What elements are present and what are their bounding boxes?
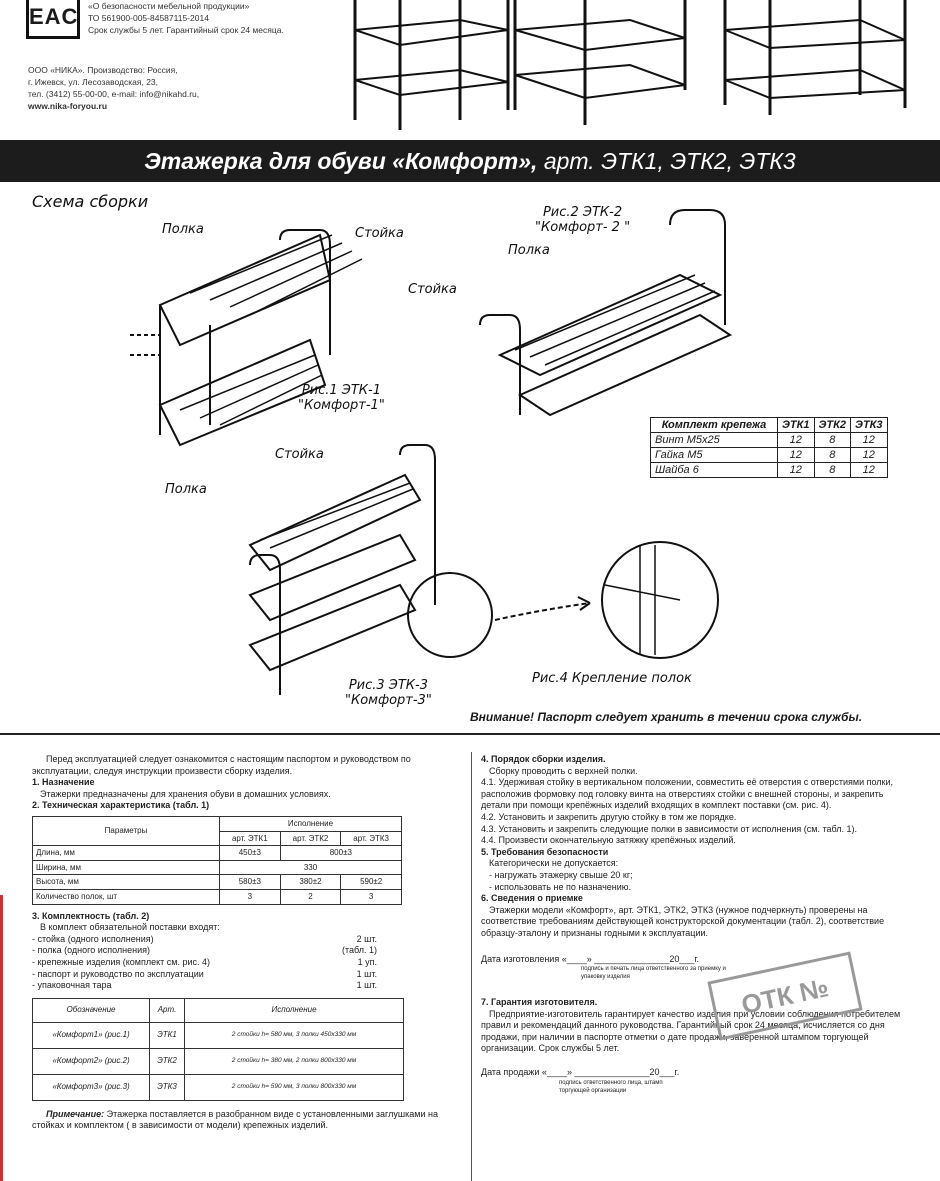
table-cell: Ширина, мм xyxy=(33,860,220,875)
table-cell: 2 xyxy=(280,889,341,904)
table-header-cell: арт. ЭТК2 xyxy=(280,831,341,846)
made-date: Дата изготовления «____» _______________20___г. xyxy=(481,953,700,964)
fig1-caption xyxy=(298,383,385,413)
table-cell: Высота, мм xyxy=(33,875,220,890)
table-cell: 8 xyxy=(814,448,851,463)
list-item-label: - паспорт и руководство по эксплуатации xyxy=(32,968,204,979)
section-text: Предприятие-изготовитель гарантирует качество изделия при условии соблюдения потребителем правил и рекомендаций данного руководства. Гарантийный срок 24 месяца, исчисляется со дня продажи, при наличии в паспорте отметки о дате продажи, заверенной штампом торгующей организации. Срок службы 5 лет. xyxy=(481,1008,901,1054)
section-text: 4.4. Произвести окончательную затяжку крепёжных изделий. xyxy=(481,835,736,846)
section-heading: 7. Гарантия изготовителя. xyxy=(481,997,598,1008)
list-item-label: - крепежные изделия (комплект см. рис. 4) xyxy=(32,956,211,967)
list-item-qty: 1 уп. xyxy=(357,956,377,967)
list-item-label: - стойка (одного исполнения) xyxy=(32,933,154,944)
section-heading: 3. Комплектность (табл. 2) xyxy=(32,910,150,921)
section-text: Категорически не допускается: xyxy=(489,858,619,869)
table-header-cell: арт. ЭТК3 xyxy=(341,831,402,846)
sale-signature-hint: подпись ответственного лица, штамп торгующей организации xyxy=(559,1079,663,1094)
table-cell: «Комфорт2» (рис.2) xyxy=(33,1048,150,1074)
product-photos xyxy=(340,0,920,130)
section-text: Этажерки предназначены для хранения обуви в домашних условиях. xyxy=(40,788,331,799)
table-row xyxy=(33,846,402,861)
table-cell: Шайба 6 xyxy=(651,463,778,478)
title-name: Этажерка для обуви «Комфорт», xyxy=(144,148,538,174)
fig1-caption-line: "Комфорт-1" xyxy=(298,398,385,413)
table-cell: 12 xyxy=(778,463,815,478)
title-articles: арт. ЭТК1, ЭТК2, ЭТК3 xyxy=(543,148,796,174)
table-cell: 590±2 xyxy=(341,875,402,890)
table-header-row xyxy=(33,998,404,1022)
table-header-cell: Комплект крепежа xyxy=(651,418,778,433)
fig3-caption-line: Рис.3 ЭТК-3 xyxy=(348,678,428,693)
table-cell: 12 xyxy=(851,448,888,463)
maker-line: г. Ижевск, ул. Лесозаводская, 23, xyxy=(28,77,159,87)
table-row xyxy=(651,463,888,478)
fig4-caption: Рис.4 Крепление полок xyxy=(532,671,692,686)
section-text: 4.1. Удерживая стойку в вертикальном положении, совместить её отверстия с отверстиями полки, расположив формовку под головку винта на отверстиях стойки с внешней стороны, и закрепить детали при помощи крепёжных изделий входящих в комплект поставки (см. рис. 4). xyxy=(481,777,894,811)
warning-text: Внимание! Паспорт следует хранить в течении срока службы. xyxy=(470,710,863,724)
table-cell: 12 xyxy=(851,463,888,478)
table-row xyxy=(33,875,402,890)
set-table xyxy=(32,998,404,1101)
list-item-label: - упаковочная тара xyxy=(32,980,112,991)
table-header-cell: арт. ЭТК1 xyxy=(220,831,281,846)
list-item xyxy=(32,945,377,957)
table-cell: 450±3 xyxy=(220,846,281,861)
table-cell: 12 xyxy=(778,448,815,463)
fig3-caption xyxy=(345,678,432,708)
table-cell: «Комфорт3» (рис.3) xyxy=(33,1074,150,1100)
table-row xyxy=(33,1022,404,1048)
section-text: 4.2. Установить и закрепить другую стойку в том же порядке. xyxy=(481,811,737,822)
table-row xyxy=(33,1048,404,1074)
intro-text: Перед эксплуатацией следует ознакомится с настоящим паспортом и руководством по эксплуатации, следуя инструкции произвести сборку изделия. xyxy=(32,754,411,776)
table-header-cell: ЭТК2 xyxy=(814,418,851,433)
made-signature-hint: подпись и печать лица ответственного за приемку и упаковку изделия xyxy=(581,966,726,981)
tech-table xyxy=(32,816,402,905)
list-item xyxy=(32,934,377,946)
table-cell: 8 xyxy=(814,463,851,478)
table-cell: 2 стойки h= 590 мм, 3 полки 800х330 мм xyxy=(185,1074,404,1100)
table-cell: ЭТК1 xyxy=(150,1022,185,1048)
list-item-qty: (табл. 1) xyxy=(341,945,377,956)
table-cell: Длина, мм xyxy=(33,846,220,861)
table-cell: 2 стойки h= 580 мм, 3 полки 450х330 мм xyxy=(185,1022,404,1048)
section-text: Этажерки модели «Комфорт», арт. ЭТК1, ЭТК2, ЭТК3 (нужное подчеркнуть) проверены на соответствие требованиям действующей конструкторской документации (табл. 2), соответствие образцу-эталону и признаны годными к эксплуатации. xyxy=(481,904,885,938)
label-post-1: Стойка xyxy=(355,226,404,241)
fig2-caption xyxy=(535,205,630,235)
table-cell: 12 xyxy=(778,433,815,448)
cert-line: Срок службы 5 лет. Гарантийный срок 24 месяца. xyxy=(88,25,284,35)
table-header-cell: Исполнение xyxy=(185,998,404,1022)
table-cell: 380±2 xyxy=(280,875,341,890)
table-row xyxy=(33,1074,404,1100)
table-cell: 2 стойки h= 380 мм, 2 полки 800х330 мм xyxy=(185,1048,404,1074)
manufacturer-block xyxy=(28,64,199,112)
note-label: Примечание: xyxy=(46,1108,105,1119)
table-header-cell: Обозначение xyxy=(33,998,150,1022)
fastener-table xyxy=(650,417,888,478)
document-title xyxy=(0,140,940,182)
column-divider xyxy=(471,752,472,1181)
table-cell: 3 xyxy=(220,889,281,904)
table-cell: 12 xyxy=(851,433,888,448)
section-heading: 1. Назначение xyxy=(32,777,95,788)
section-text: Сборку проводить с верхней полки. xyxy=(489,765,638,776)
table-header-row xyxy=(33,816,402,831)
scheme-title: Схема сборки xyxy=(32,192,149,211)
label-post-2: Стойка xyxy=(408,282,457,297)
table-row xyxy=(651,433,888,448)
fig2-caption-line: "Комфорт- 2 " xyxy=(535,220,631,235)
note-body: Этажерка поставляется в разобранном виде с установленными заглушками на стойках и комплектом ( в зависимости от модели) крепежных изделий. xyxy=(32,1108,438,1131)
list-item xyxy=(32,980,377,992)
left-column xyxy=(32,754,464,1132)
list-item-qty: 2 шт. xyxy=(356,933,377,944)
table-header-cell: Параметры xyxy=(33,816,220,845)
table-header-row xyxy=(651,418,888,433)
fig2-caption-line: Рис.2 ЭТК-2 xyxy=(542,205,623,220)
table-row xyxy=(33,889,402,904)
cert-line: ТО 561900-005-84587115-2014 xyxy=(88,13,209,23)
table-cell: 580±3 xyxy=(220,875,281,890)
table-header-cell: ЭТК1 xyxy=(778,418,815,433)
section-heading: 6. Сведения о приемке xyxy=(481,893,583,904)
sale-date: Дата продажи «____» _______________20___г. xyxy=(481,1067,680,1078)
table-cell: 800±3 xyxy=(280,846,401,861)
margin-mark xyxy=(0,895,3,1181)
table-cell: Винт М5х25 xyxy=(651,433,778,448)
maker-line: ООО «НИКА». Производство: Россия, xyxy=(28,65,178,75)
note-text xyxy=(32,1109,464,1132)
qc-stamp: ОТК № xyxy=(707,951,862,1040)
certification-block xyxy=(88,0,284,36)
table-cell: 330 xyxy=(220,860,402,875)
table-cell: ЭТК2 xyxy=(150,1048,185,1074)
list-item-label: - полка (одного исполнения) xyxy=(32,945,150,956)
maker-line: www.nika-foryou.ru xyxy=(28,101,108,111)
list-item xyxy=(32,957,377,969)
section-text: 4.3. Установить и закрепить следующие полки в зависимости от исполнения (см. табл. 1). xyxy=(481,823,858,834)
section-divider xyxy=(0,733,940,735)
label-shelf-2: Полка xyxy=(508,243,550,258)
table-header-cell: Арт. xyxy=(150,998,185,1022)
label-shelf-3: Полка xyxy=(165,482,207,497)
table-cell: Гайка М5 xyxy=(651,448,778,463)
section-heading: 5. Требования безопасности xyxy=(481,846,609,857)
table-row xyxy=(651,448,888,463)
section-heading: 4. Порядок сборки изделия. xyxy=(481,754,606,764)
label-post-3: Стойка xyxy=(275,447,324,462)
list-item xyxy=(32,969,377,981)
fig1-caption-line: Рис.1 ЭТК-1 xyxy=(301,383,381,398)
section-text: В комплект обязательной поставки входят: xyxy=(40,922,220,933)
maker-line: тел. (3412) 55-00-00, e-mail: info@nikahd.ru, xyxy=(28,89,200,99)
table-row xyxy=(33,860,402,875)
section-text: - нагружать этажерку свыше 20 кг; xyxy=(489,869,633,880)
cert-line: «О безопасности мебельной продукции» xyxy=(88,1,250,11)
table-cell: Количество полок, шт xyxy=(33,889,220,904)
table-cell: 3 xyxy=(341,889,402,904)
list-item-qty: 1 шт. xyxy=(356,980,377,991)
table-header-cell: Исполнение xyxy=(220,816,402,831)
table-cell: «Комфорт1» (рис.1) xyxy=(33,1022,150,1048)
table-cell: ЭТК3 xyxy=(150,1074,185,1100)
table-header-cell: ЭТК3 xyxy=(851,418,888,433)
right-column xyxy=(481,754,913,1095)
label-shelf-1: Полка xyxy=(162,222,204,237)
fig3-caption-line: "Комфорт-3" xyxy=(345,693,432,708)
section-heading: 2. Техническая характеристика (табл. 1) xyxy=(32,800,210,811)
eac-mark: EAC xyxy=(26,0,80,39)
list-item-qty: 1 шт. xyxy=(356,968,377,979)
table-cell: 8 xyxy=(814,433,851,448)
section-text: - использовать не по назначению. xyxy=(489,881,632,892)
